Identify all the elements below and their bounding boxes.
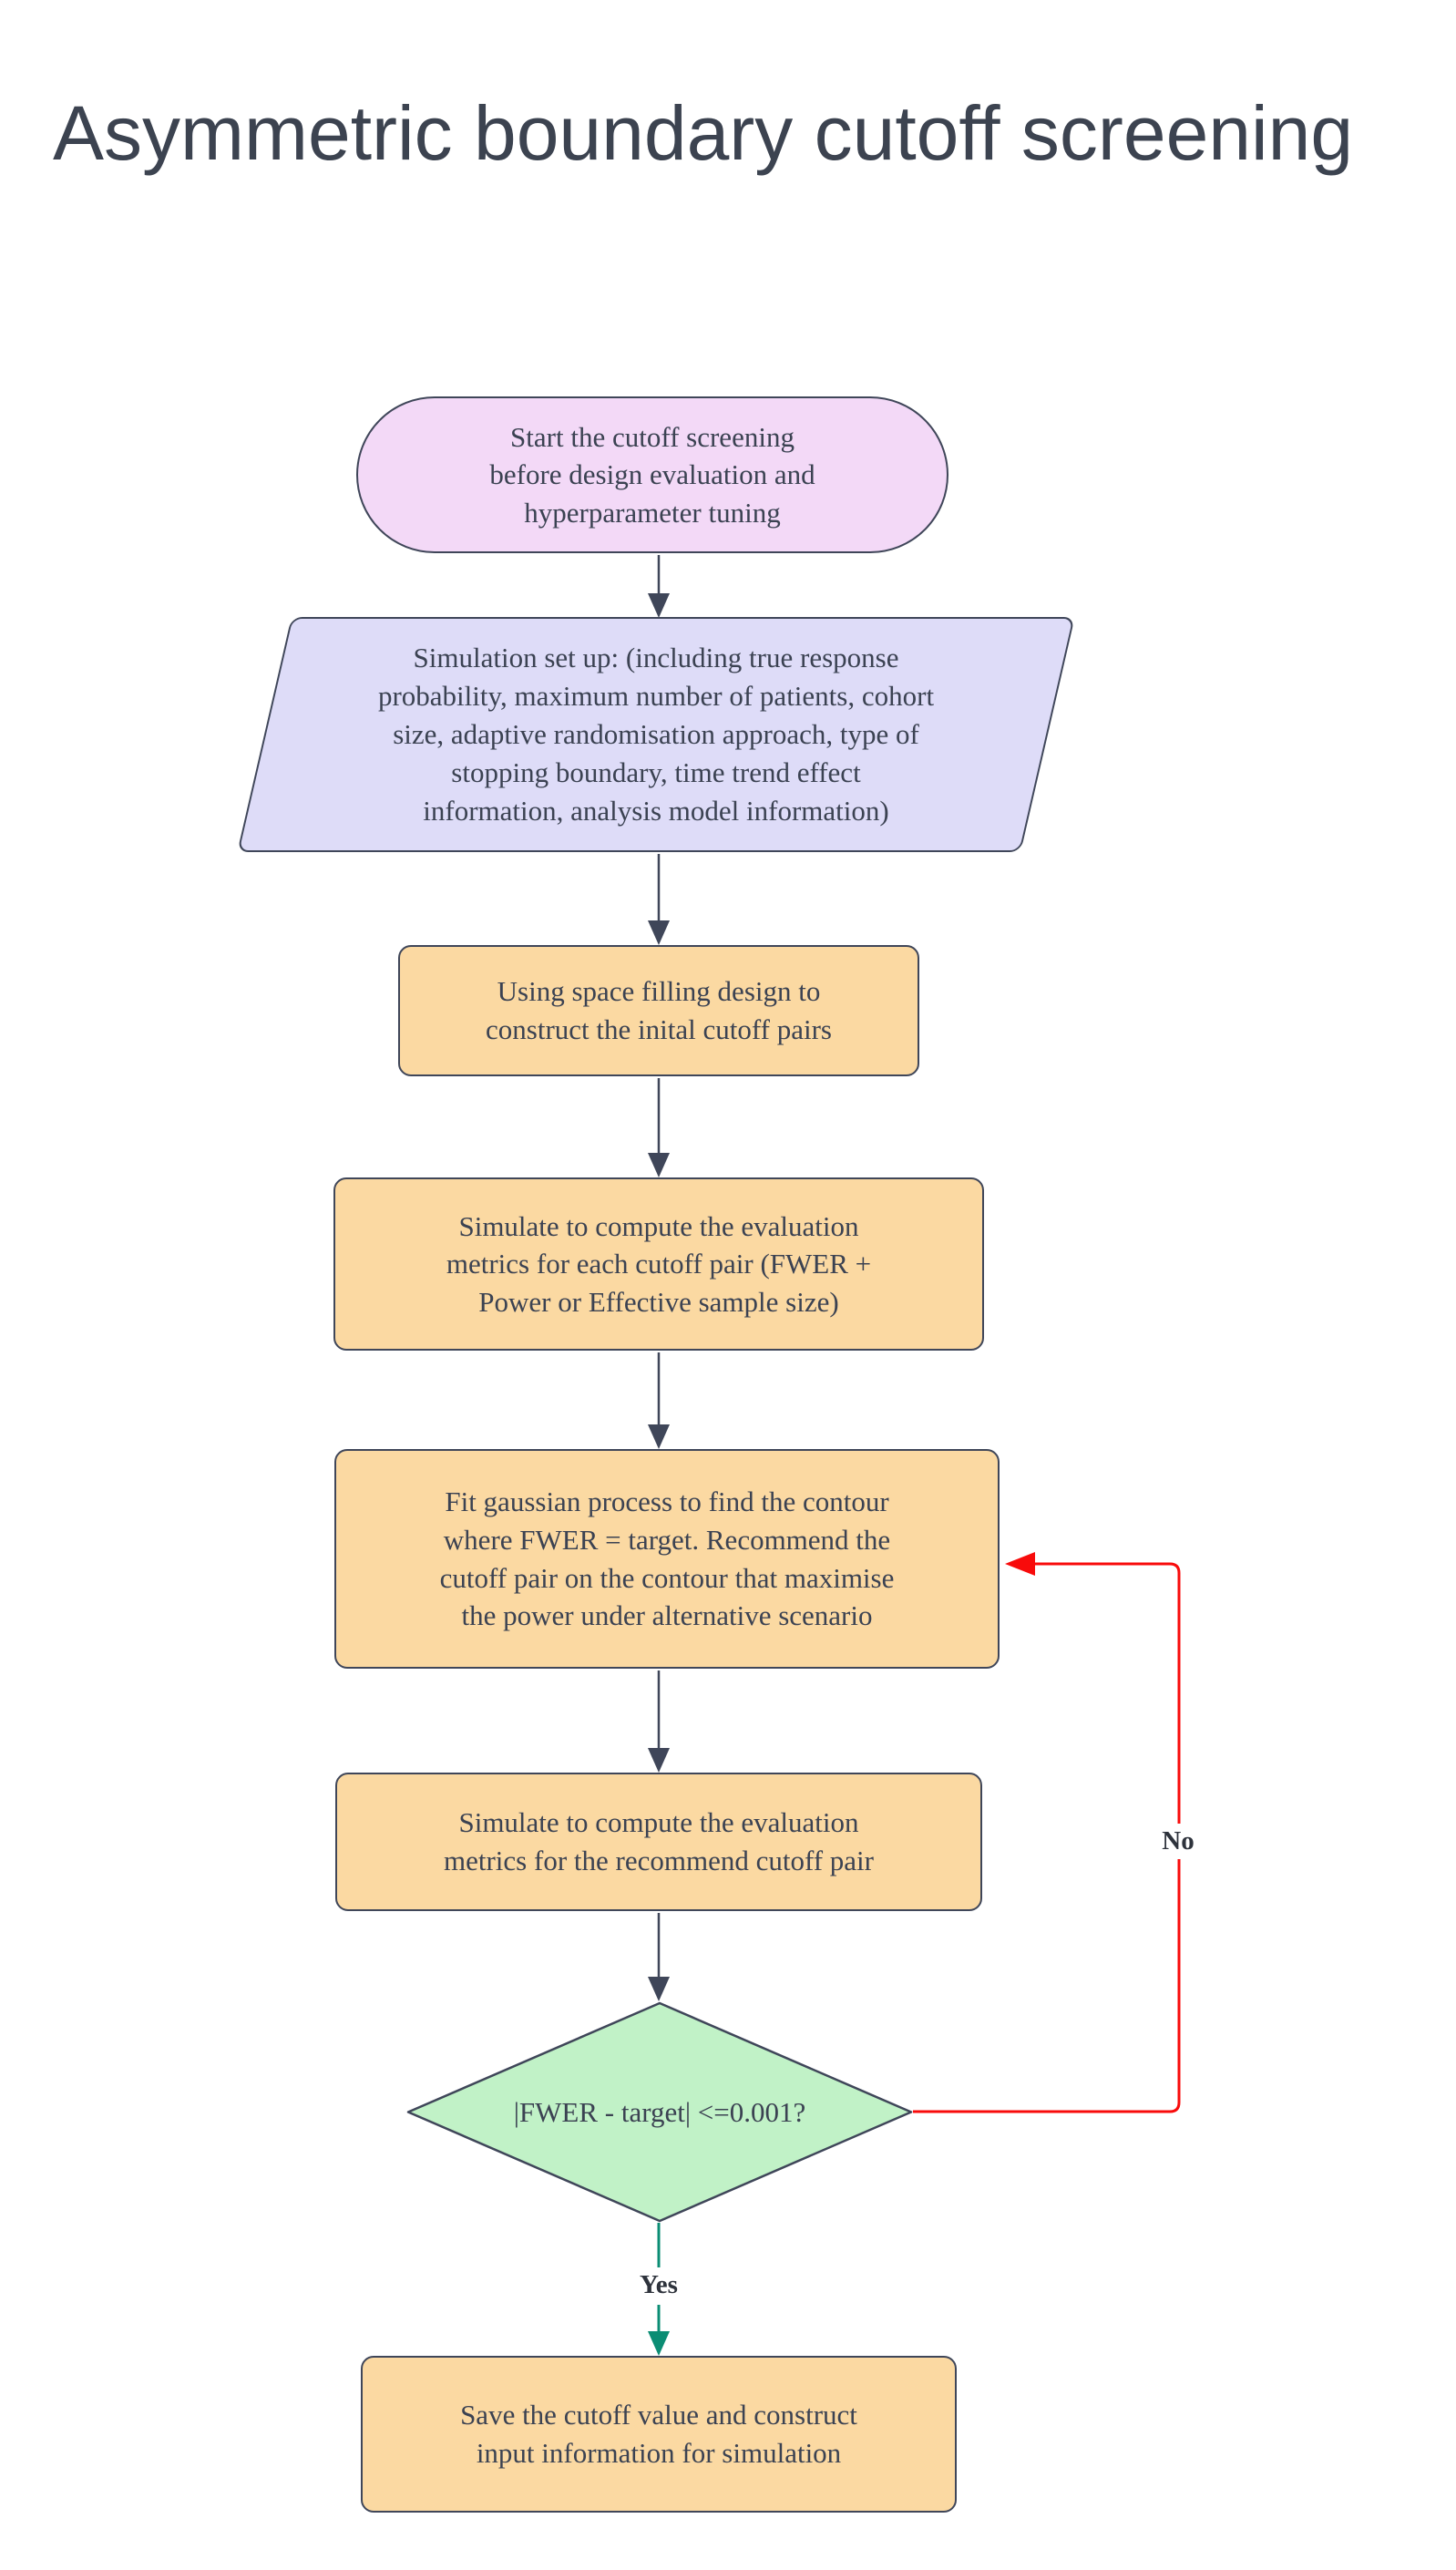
edge-label-no: No — [1142, 1824, 1215, 1859]
edge-label-yes: Yes — [640, 2270, 678, 2299]
edge-simulate-recommend-to-decision — [648, 1913, 670, 2001]
node-fit-gaussian-process: Fit gaussian process to find the contour where FWER = target. Recommend the cutoff pair on the contour that maximise the power under alternative scenario — [334, 1449, 1000, 1669]
node-start-terminator: Start the cutoff screening before design evaluation and hyperparameter tuning — [356, 396, 948, 553]
edge-fit-gp-to-simulate-recommend — [648, 1670, 670, 1773]
page-title: Asymmetric boundary cutoff screening — [53, 90, 1354, 176]
node-space-filling-process: Using space filling design to construct the inital cutoff pairs — [398, 945, 919, 1076]
edge-simulate-each-to-fit-gp — [648, 1352, 670, 1449]
edge-setup-to-space-filling — [648, 854, 670, 945]
node-save-cutoff-process: Save the cutoff value and construct input information for simulation — [361, 2356, 957, 2513]
edge-start-to-setup — [648, 555, 670, 618]
edge-space-filling-to-simulate-each — [648, 1078, 670, 1177]
decision-condition-text: |FWER - target| <=0.001? — [513, 2095, 806, 2128]
node-simulate-each-process: Simulate to compute the evaluation metrics for each cutoff pair (FWER + Power or Effective sample size) — [333, 1177, 984, 1351]
node-simulation-setup-text: Simulation set up: (including true response probability, maximum number of patients, cohort size, adaptive randomisation approach, type of stopping boundary, time trend effect information, analysis model information) — [377, 641, 935, 828]
node-simulate-recommend-process: Simulate to compute the evaluation metrics for the recommend cutoff pair — [335, 1773, 982, 1911]
node-fwer-decision-diamond — [406, 2001, 913, 2223]
